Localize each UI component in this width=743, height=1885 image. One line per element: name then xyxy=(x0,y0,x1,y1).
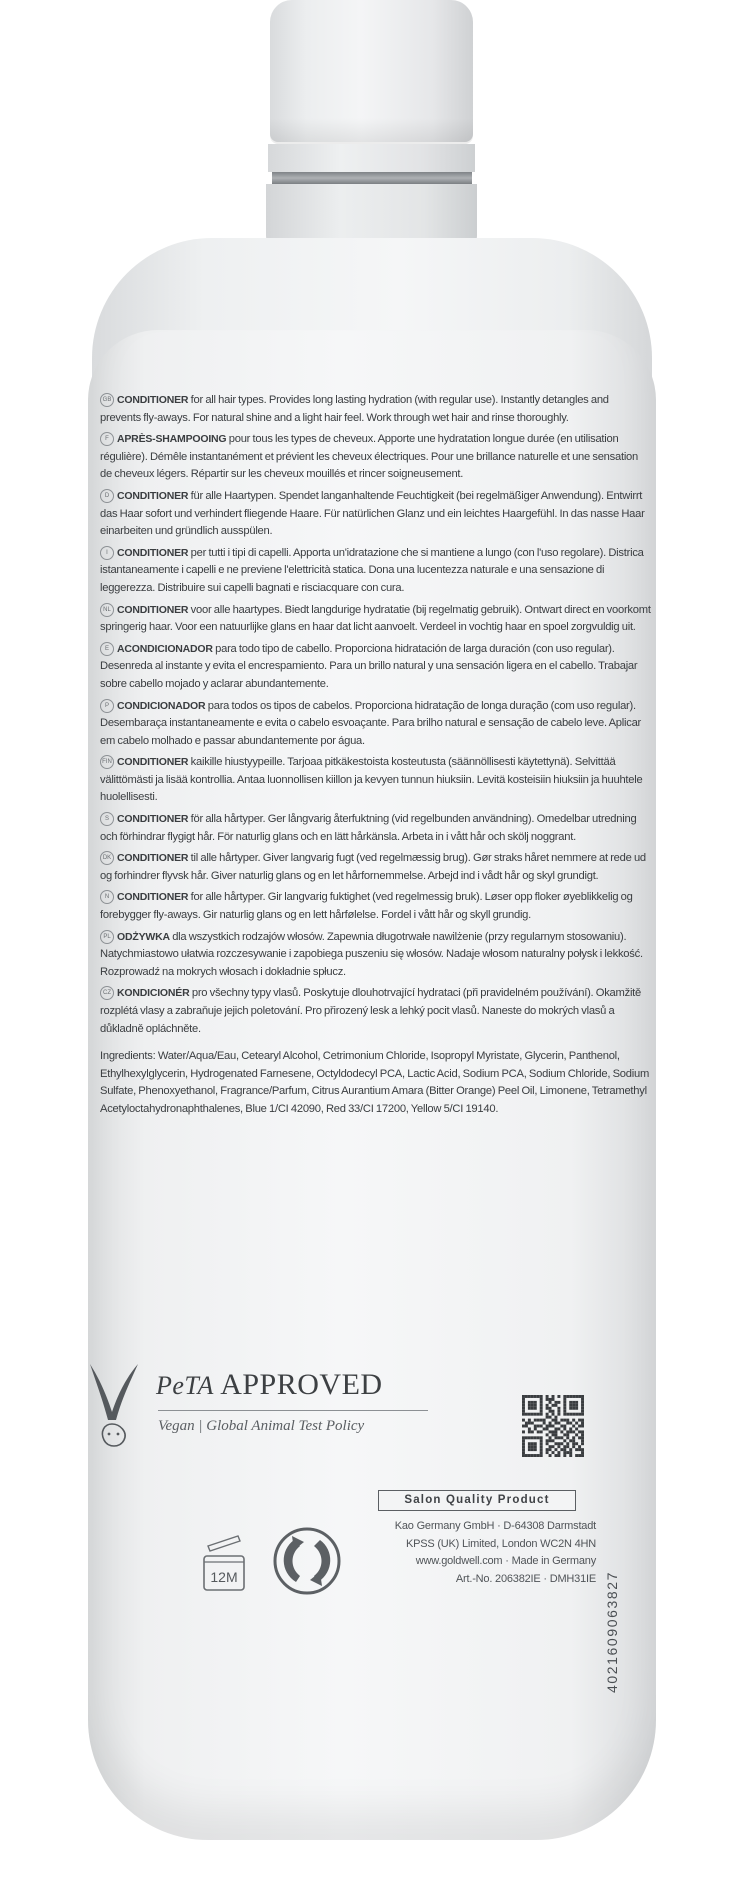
instruction-text: til alle hårtyper. Giver langvarig fugt (ved regelmæssig brug). Gør straks håret nemmere at rede ud og forhindrer flyvsk hår. Giver naturlig glans og en let hårfornemmelse. Arbejd ind i vådt hår og skyl grundigt. xyxy=(100,852,646,882)
instruction-text: for alle hårtyper. Gir langvarig fuktighet (ved regelmessig bruk). Løser opp floker øyeblikkelig og forebygger fly-aways. Gir naturlig glans og en lett hårfølelse. Fordel i vått hår og skyll grundig. xyxy=(100,891,633,922)
instructions-list xyxy=(100,392,652,1038)
instruction-text: för alla hårtyper. Ger långvarig återfuktning (vid regelbunden användning). Omedelbar utredning och förhindrar flygigt hår. För naturlig glans och en lätt hårkänsla. Arbeta in i vått hår och skölj noggrant. xyxy=(100,813,637,843)
instruction-paragraph xyxy=(100,889,652,924)
language-code-icon: E xyxy=(100,642,114,656)
instruction-text: pour tous les types de cheveux. Apporte une hydratation longue durée (en utilisation régulière). Démêle instantanément et prévient les cheveux électriques. Pour une brillance naturelle et une sensation de cheveux légers. Répartir sur les cheveux mouillés et rincer soigneusement. xyxy=(100,433,639,481)
instruction-paragraph xyxy=(100,850,652,885)
language-code-icon: S xyxy=(100,812,114,826)
peta-word: PeTA xyxy=(156,1371,214,1400)
instruction-paragraph xyxy=(100,392,652,427)
instruction-paragraph xyxy=(100,488,652,541)
instruction-text: para todos os tipos de cabelos. Proporciona hidratação de longa duração (com uso regular). Desembaraça instantaneamente e evita o cabelo esvoaçante. Para brilho natural e sensação de cabelo leve. Aplicar em cabelo molhado e passar abundantemente por água. xyxy=(100,699,642,747)
instruction-paragraph xyxy=(100,545,652,598)
instruction-paragraph xyxy=(100,929,652,982)
label-text-block xyxy=(100,392,652,1123)
language-code-icon: P xyxy=(100,699,114,713)
instruction-paragraph xyxy=(100,431,652,484)
company-line: Art.-No. 206382IE · DMH31IE xyxy=(455,1572,596,1585)
instruction-text: pro všechny typy vlasů. Poskytuje dlouhotrvající hydrataci (při pravidelném používání). Okamžitě rozplétá vlasy a zabraňuje jejich poletování. Pro přirozený lesk a lehký pocit vlasů. Naneste do mokrých vlasů a důkladně opláchněte. xyxy=(100,987,642,1035)
company-line: KPSS (UK) Limited, London WC2N 4HN xyxy=(405,1537,596,1550)
pump-stem xyxy=(268,144,475,172)
company-line: Kao Germany GmbH · D-64308 Darmstadt xyxy=(394,1520,596,1532)
language-code-icon: CZ xyxy=(100,986,114,1000)
product-keyword: APRÈS-SHAMPOOING xyxy=(117,433,227,446)
language-code-icon: NL xyxy=(100,603,114,617)
instruction-paragraph xyxy=(100,754,652,807)
pump-ring xyxy=(272,172,472,184)
instruction-paragraph xyxy=(100,985,652,1038)
product-keyword: CONDITIONER xyxy=(117,489,189,502)
product-keyword: CONDITIONER xyxy=(117,394,189,406)
peta-title xyxy=(156,1368,383,1402)
peta-divider xyxy=(158,1410,428,1411)
instruction-text: voor alle haartypes. Biedt langdurige hydratatie (bij regelmatig gebruik). Ontwart direct en voorkomt springerig haar. Voor een natuurlijke glans en haar dat licht aanvoelt. Verdeel in vochtig haar en spoel zorgvuldig uit. xyxy=(100,603,651,634)
instruction-paragraph xyxy=(100,602,652,637)
instruction-text: for all hair types. Provides long lasting hydration (with regular use). Instantly detangles and prevents fly-aways. For natural shine and a light hair feel. Work through wet hair and rinse thoroughly. xyxy=(100,394,609,424)
instruction-paragraph xyxy=(100,641,652,694)
bunny-icon xyxy=(86,1362,144,1452)
instruction-text: für alle Haartypen. Spendet langanhaltende Feuchtigkeit (bei regelmäßiger Anwendung). Entwirrt das Haar sofort und verhindert fliegende Haare. Für natürlichen Glanz und ein leichtes Haargefühl. In das nasse Haar einarbeiten und gründlich ausspülen. xyxy=(100,489,645,538)
product-keyword: ODŻYWKA xyxy=(117,930,170,943)
product-keyword: CONDITIONER xyxy=(117,756,189,769)
company-info xyxy=(372,1518,596,1588)
product-keyword: CONDITIONER xyxy=(117,813,189,826)
product-keyword: CONDITIONER xyxy=(117,852,189,865)
barcode-number xyxy=(600,1545,624,1695)
language-code-icon: D xyxy=(100,489,114,503)
pao-label: 12M xyxy=(210,1569,238,1585)
language-code-icon: N xyxy=(100,890,114,904)
salon-quality-label: Salon Quality Product xyxy=(378,1490,576,1511)
product-keyword: CONDITIONER xyxy=(117,891,189,904)
open-jar-icon xyxy=(200,1532,248,1594)
product-keyword: CONDICIONADOR xyxy=(117,699,206,712)
green-dot-icon xyxy=(272,1526,342,1596)
qr-code-icon xyxy=(522,1395,584,1457)
peta-subtitle: Vegan | Global Animal Test Policy xyxy=(158,1418,365,1434)
ingredients-text: Ingredients: Water/Aqua/Eau, Cetearyl Alcohol, Cetrimonium Chloride, Isopropyl Myristate, Glycerin, Panthenol, Ethylhexylglycerin, Hydrogenated Farnesene, Octyldodecyl PCA, Lactic Acid, Sodium PCA, Sodium Chloride, Sodium Sulfate, Phenoxyethanol, Fragrance/Parfum, Citrus Aurantium Amara (Bitter Orange) Peel Oil, Limonene, Tetramethyl Acetyloctahydronaphthalenes, Blue 1/CI 42090, Red 33/CI 17200, Yellow 5/CI 19140. xyxy=(100,1050,650,1115)
language-code-icon: F xyxy=(100,432,114,446)
instruction-text: kaikille hiustyypeille. Tarjoaa pitkäkestoista kosteutusta (säännöllisesti käytettynä). Selvittää välittömästi ja lisää kontrollia. Antaa luonnollisen kiillon ja kevyen tunnun hiuksiin. Levitä kosteisiin hiuksiin ja huuhtele huolellisesti. xyxy=(100,756,643,804)
product-keyword: CONDITIONER xyxy=(117,603,189,616)
peta-approved-logo xyxy=(86,1360,383,1458)
product-keyword: CONDITIONER xyxy=(117,546,189,559)
language-code-icon: GB xyxy=(100,393,114,407)
language-code-icon: DK xyxy=(100,851,114,865)
pump-shadow xyxy=(270,118,473,144)
company-line: www.goldwell.com · Made in Germany xyxy=(415,1555,596,1567)
language-code-icon: PL xyxy=(100,930,114,944)
product-keyword: ACONDICIONADOR xyxy=(117,642,213,655)
instruction-text: dla wszystkich rodzajów włosów. Zapewnia długotrwałe nawilżenie (przy regularnym stosowaniu). Natychmiastowo ułatwia rozczesywanie i zapobiega puszeniu się włosów. Nadaje włosom naturalny połysk i lekkość. Rozprowadź na mokrych włosach i dokładnie spłucz. xyxy=(100,930,643,978)
barcode-number-text: 4021609063827 xyxy=(604,1570,620,1693)
approved-word: APPROVED xyxy=(220,1368,383,1401)
language-code-icon: I xyxy=(100,546,114,560)
instruction-text: para todo tipo de cabello. Proporciona hidratación de larga duración (con uso regular). Desenreda al instante y evita el encrespamiento. Para un brillo natural y una sensación ligera en el cabello. Trabajar sobre cabello mojado y aclarar abundantemente. xyxy=(100,642,638,690)
instruction-paragraph xyxy=(100,811,652,846)
product-keyword: KONDICIONÉR xyxy=(117,987,190,1000)
instruction-text: per tutti i tipi di capelli. Apporta un'idratazione che si mantiene a lungo (con l'uso regolare). Districa istantaneamente i capelli e ne previene l'elettricità statica. Dona una lucentezza naturale e una sensazione di leggerezza. Distribuire sui capelli bagnati e risciacquare con cura. xyxy=(100,546,644,594)
language-code-icon: FIN xyxy=(100,755,114,769)
instruction-paragraph xyxy=(100,698,652,751)
